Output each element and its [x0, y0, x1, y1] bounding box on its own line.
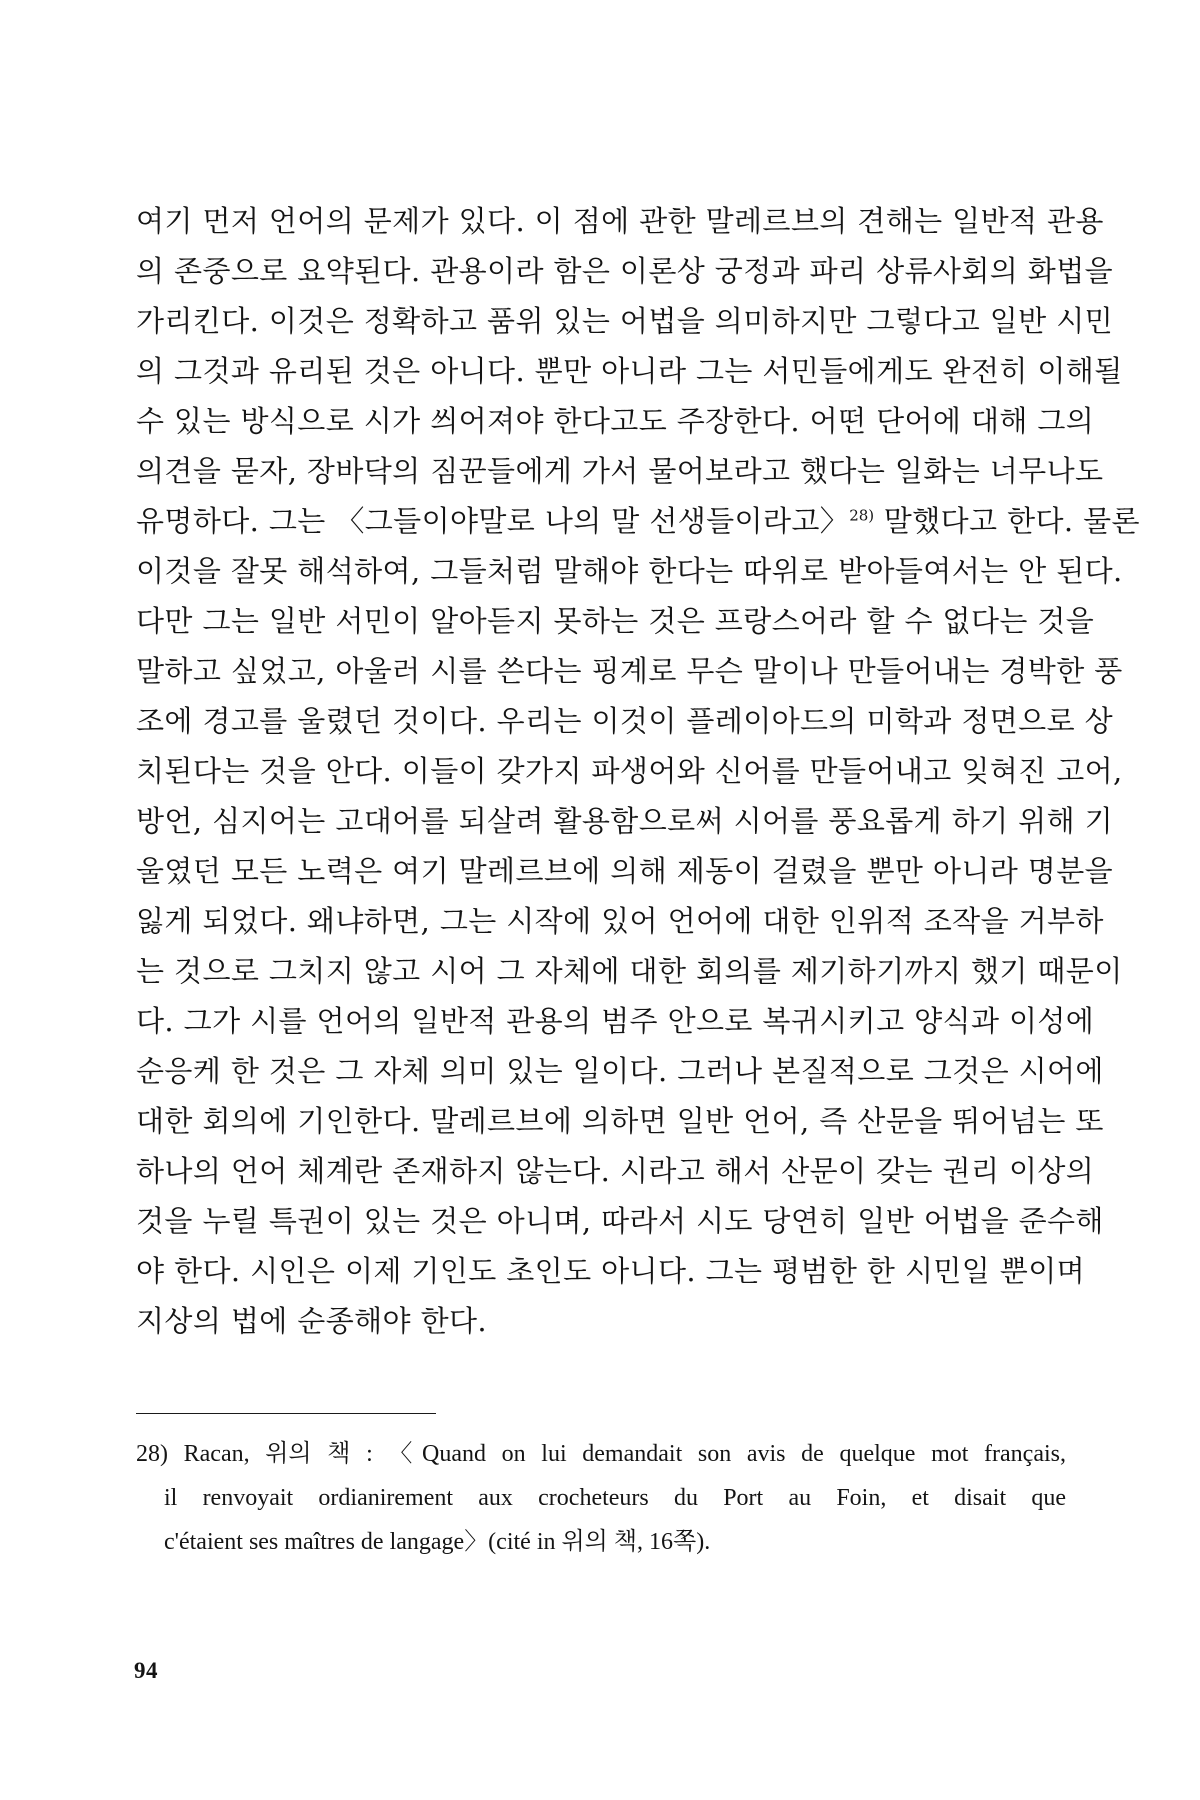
footnote-reference: 28) [849, 506, 875, 525]
body-line-11: 조에 경고를 울렸던 것이다. 우리는 이것이 플레이아드의 미학과 정면으로 상 [136, 704, 1114, 738]
body-line-7 [136, 496, 1140, 546]
body-line-7-text-b: 말했다고 한다. 물론 [874, 504, 1140, 538]
body-line-18: 순응케 한 것은 그 자체 의미 있는 일이다. 그러나 본질적으로 그것은 시어에 [136, 1054, 1104, 1088]
body-line-4: 의 그것과 유리된 것은 아니다. 뿐만 아니라 그는 서민들에게도 완전히 이해될 [136, 354, 1123, 388]
body-line-12: 치된다는 것을 안다. 이들이 갖가지 파생어와 신어를 만들어내고 잊혀진 고어, [136, 754, 1123, 788]
body-line-23: 지상의 법에 순종해야 한다. [136, 1304, 488, 1338]
body-line-16: 는 것으로 그치지 않고 시어 그 자체에 대한 회의를 제기하기까지 했기 때문이 [136, 954, 1123, 988]
footnote-line-2: il renvoyait ordianirement aux crocheteurs du Port au Foin, et disait que [164, 1485, 1066, 1511]
body-text [136, 196, 1140, 1346]
body-line-8: 이것을 잘못 해석하여, 그들처럼 말해야 한다는 따위로 받아들여서는 안 된다. [136, 554, 1123, 588]
body-line-13: 방언, 심지어는 고대어를 되살려 활용함으로써 시어를 풍요롭게 하기 위해 기 [136, 804, 1114, 838]
footnote [136, 1432, 1066, 1564]
body-line-17: 다. 그가 시를 언어의 일반적 관용의 범주 안으로 복귀시키고 양식과 이성에 [136, 1004, 1095, 1038]
body-line-6: 의견을 묻자, 장바닥의 짐꾼들에게 가서 물어보라고 했다는 일화는 너무나도 [136, 454, 1104, 488]
body-line-3: 가리킨다. 이것은 정확하고 품위 있는 어법을 의미하지만 그렇다고 일반 시민 [136, 304, 1114, 338]
footnote-line-1: 28) Racan, 위의 책 : 〈Quand on lui demandait son avis de quelque mot français, [136, 1441, 1066, 1467]
body-line-9: 다만 그는 일반 서민이 알아듣지 못하는 것은 프랑스어라 할 수 없다는 것을 [136, 604, 1095, 638]
body-line-19: 대한 회의에 기인한다. 말레르브에 의하면 일반 언어, 즉 산문을 뛰어넘는 또 [136, 1104, 1104, 1138]
body-line-21: 것을 누릴 특권이 있는 것은 아니며, 따라서 시도 당연히 일반 어법을 준수해 [136, 1204, 1104, 1238]
body-line-22: 야 한다. 시인은 이제 기인도 초인도 아니다. 그는 평범한 한 시민일 뿐이며 [136, 1254, 1086, 1288]
body-line-20: 하나의 언어 체계란 존재하지 않는다. 시라고 해서 산문이 갖는 권리 이상의 [136, 1154, 1095, 1188]
body-line-1: 여기 먼저 언어의 문제가 있다. 이 점에 관한 말레르브의 견해는 일반적 관용 [136, 204, 1104, 238]
body-line-10: 말하고 싶었고, 아울러 시를 쓴다는 핑계로 무슨 말이나 만들어내는 경박한 풍 [136, 654, 1123, 688]
body-line-14: 울였던 모든 노력은 여기 말레르브에 의해 제동이 걸렸을 뿐만 아니라 명분을 [136, 854, 1114, 888]
body-line-15: 잃게 되었다. 왜냐하면, 그는 시작에 있어 언어에 대한 인위적 조작을 거부하 [136, 904, 1104, 938]
footnote-divider [136, 1413, 436, 1414]
body-line-2: 의 존중으로 요약된다. 관용이라 함은 이론상 궁정과 파리 상류사회의 화법을 [136, 254, 1114, 288]
body-line-5: 수 있는 방식으로 시가 씌어져야 한다고도 주장한다. 어떤 단어에 대해 그의 [136, 404, 1095, 438]
body-line-7-text-a: 유명하다. 그는 〈그들이야말로 나의 말 선생들이라고〉 [136, 504, 850, 538]
page-number: 94 [134, 1658, 158, 1683]
footnote-line-3: c'étaient ses maîtres de langage〉(cité in 위의 책, 16쪽). [164, 1529, 711, 1555]
